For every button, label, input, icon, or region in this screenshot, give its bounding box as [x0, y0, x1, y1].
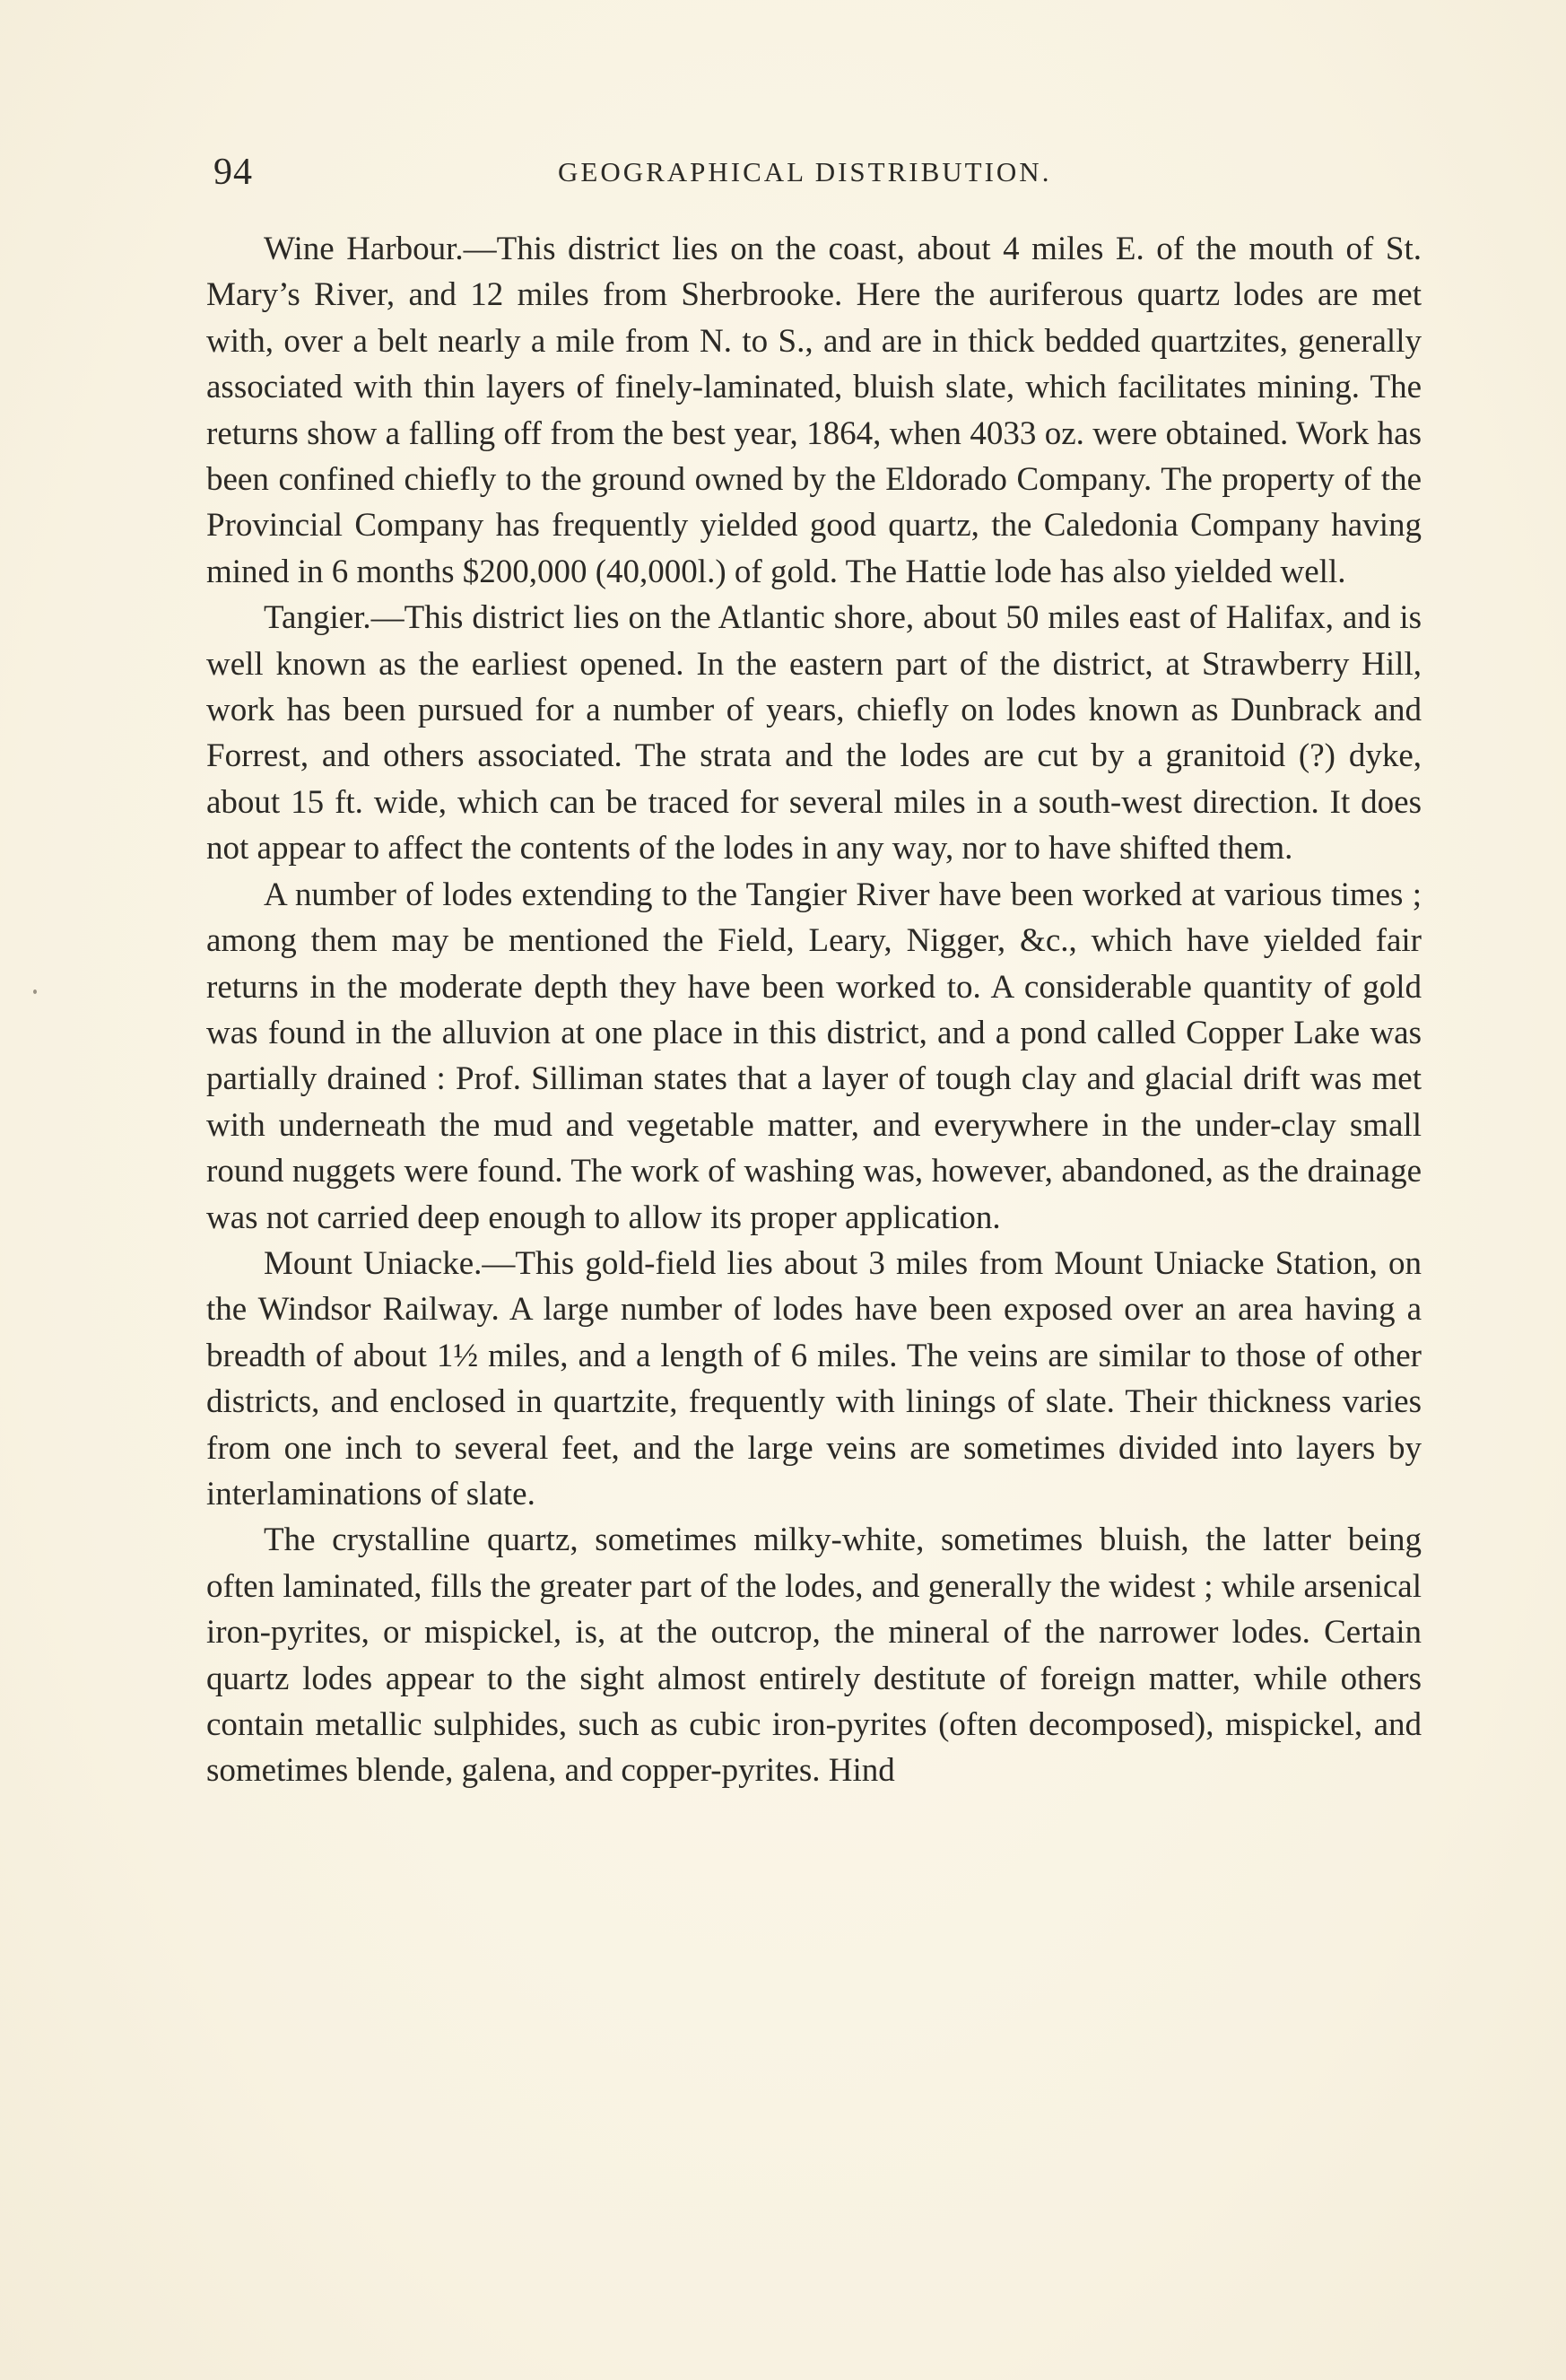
- page-header: [206, 151, 1417, 205]
- paragraph-wine-harbour: Wine Harbour.—This district lies on the coast, about 4 miles E. of the mouth of St. Mary’s River, and 12 miles from Sherbrooke. Here the auriferous quartz lodes are met with, over a belt nearly a mile from N. to S., and are in thick bedded quartzites, generally associated with thin layers of finely-laminated, bluish slate, which facilitates mining. The returns show a falling off from the best year, 1864, when 4033 oz. were obtained. Work has been confined chiefly to the ground owned by the Eldorado Company. The property of the Provincial Company has frequently yielded good quartz, the Caledonia Company having mined in 6 months $200,000 (40,000l.) of gold. The Hattie lode has also yielded well.: [206, 231, 1422, 590]
- paragraph-mount-uniacke: Mount Uniacke.—This gold-field lies about 3 miles from Mount Uniacke Station, on the Windsor Railway. A large number of lodes have been exposed over an area having a breadth of about 1½ miles, and a length of 6 miles. The veins are similar to those of other districts, and enclosed in quartzite, frequently with linings of slate. Their thickness varies from one inch to several feet, and the large veins are sometimes divided into layers by interlaminations of slate.: [206, 1244, 1422, 1513]
- paragraph-tangier-lodes: A number of lodes extending to the Tangier River have been worked at various times ; among them may be mentioned the Field, Leary, Nigger, &c., which have yielded fair returns in the moderate depth they have been worked to. A considerable quantity of gold was found in the alluvion at one place in this district, and a pond called Copper Lake was partially drained : Prof. Silliman states that a layer of tough clay and glacial drift was met with underneath the mud and vegetable matter, and everywhere in the under-clay small round nuggets were found. The work of washing was, however, abandoned, as the drainage was not carried deep enough to allow its proper application.: [206, 876, 1422, 1236]
- running-head: GEOGRAPHICAL DISTRIBUTION.: [558, 156, 1052, 187]
- paragraph-tangier: Tangier.—This district lies on the Atlantic shore, about 50 miles east of Halifax, and is well known as the earliest opened. In the eastern part of the district, at Strawberry Hill, work has been pursued for a number of years, chiefly on lodes known as Dunbrack and Forrest, and others associated. The strata and the lodes are cut by a granitoid (?) dyke, about 15 ft. wide, which can be traced for several miles in a south-west direction. It does not appear to affect the contents of the lodes in any way, nor to have shifted them.: [206, 599, 1422, 867]
- paper-speck: [33, 989, 37, 994]
- page-number: 94: [213, 152, 253, 193]
- paragraph-crystalline-quartz: The crystalline quartz, sometimes milky-white, sometimes bluish, the latter being often laminated, fills the greater part of the lodes, and generally the widest ; while arsenical iron-pyrites, or mispickel, is, at the outcrop, the mineral of the narrower lodes. Certain quartz lodes appear to the sight almost entirely destitute of foreign matter, while others contain metallic sulphides, such as cubic iron-pyrites (often decomposed), mispickel, and sometimes blende, galena, and copper-pyrites. Hind: [206, 1521, 1422, 1790]
- body-text: [206, 226, 1422, 1794]
